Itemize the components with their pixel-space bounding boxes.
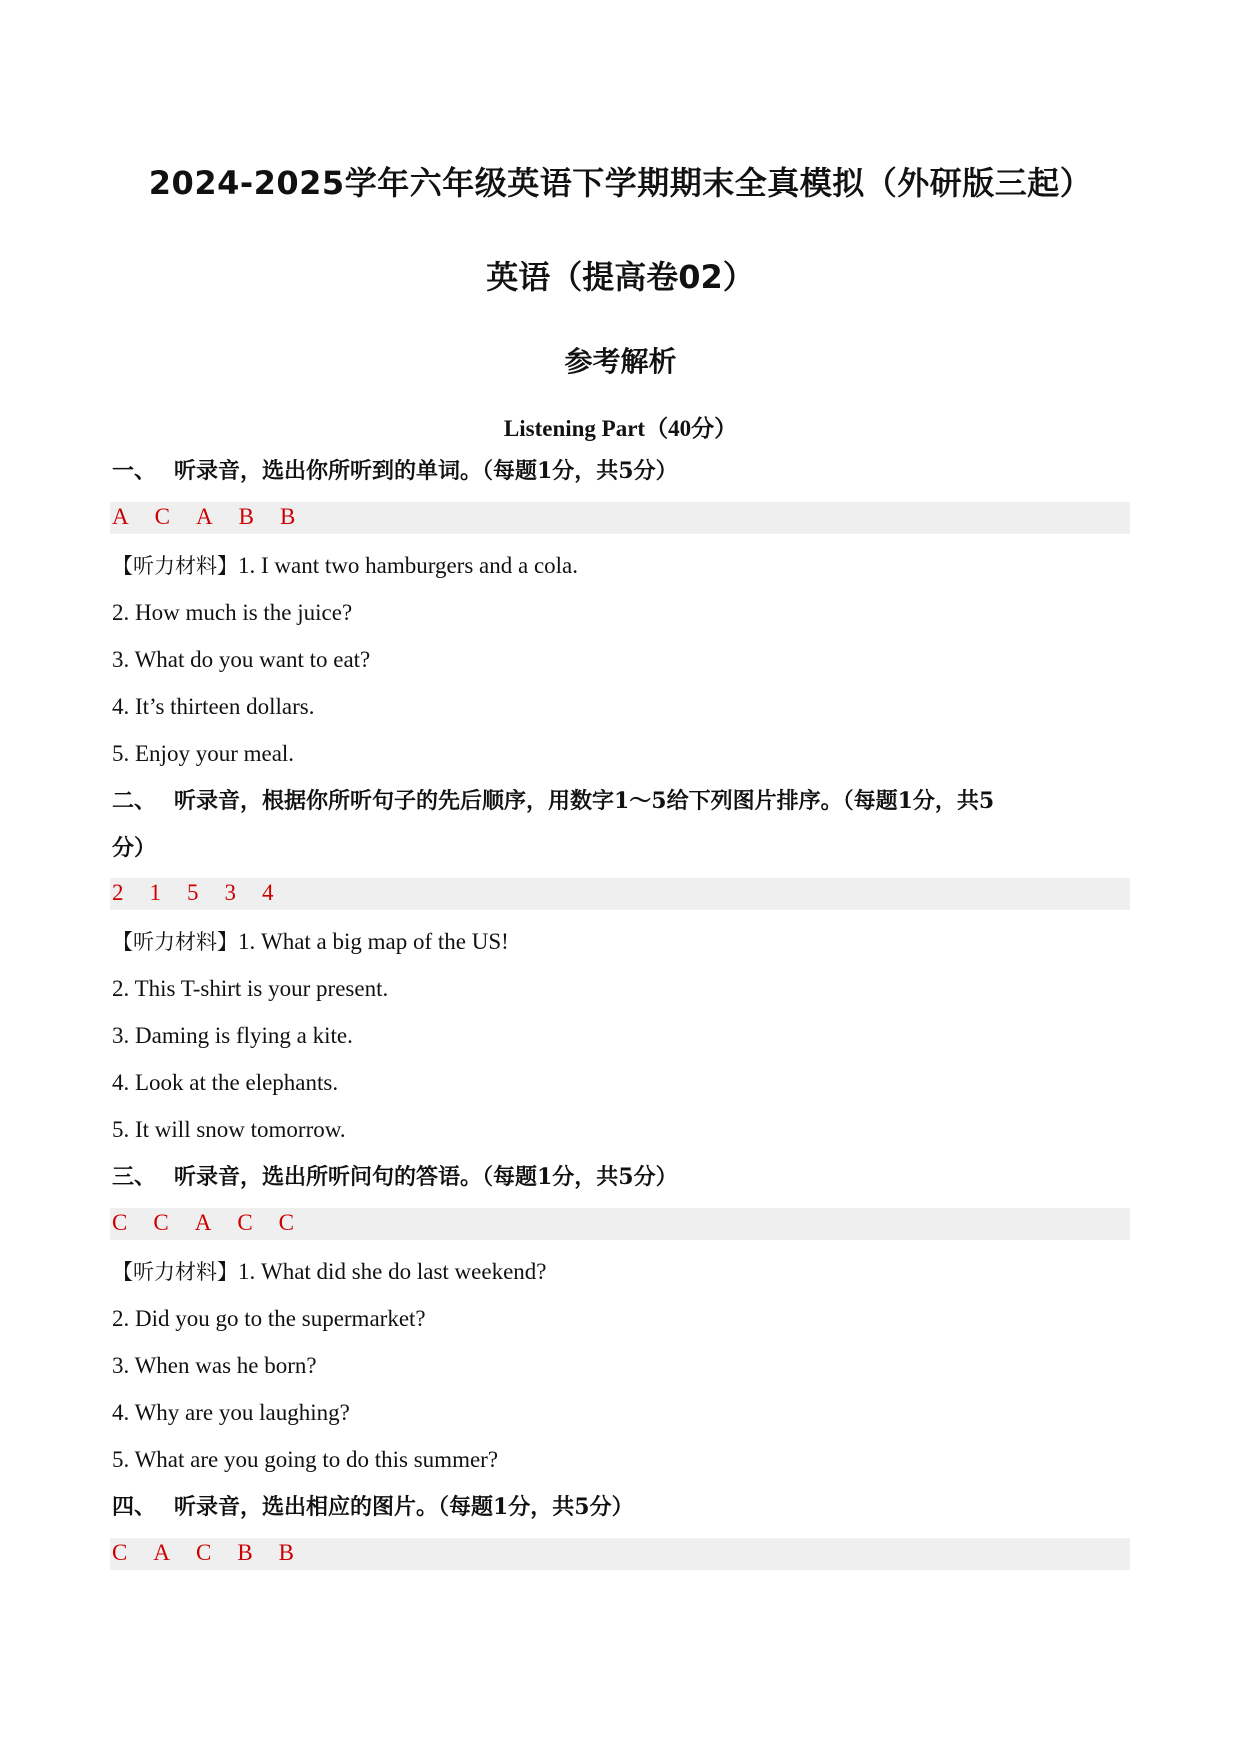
section-title: 听录音，选出相应的图片。（每题1分，共5分） — [174, 1494, 634, 1520]
material-line: 3. When was he born? — [112, 1353, 317, 1378]
doc-title-line1: 2024-2025学年六年级英语下学期期末全真模拟（外研版三起） — [148, 164, 1093, 202]
answer-item: A — [112, 504, 129, 529]
section-title: 听录音，选出你所听到的单词。（每题1分，共5分） — [174, 458, 678, 484]
material-line: 4. Look at the elephants. — [112, 1070, 339, 1095]
answer-item: C — [237, 1210, 253, 1235]
material-line: 3. Daming is flying a kite. — [112, 1023, 353, 1048]
answer-item: 5 — [187, 880, 199, 905]
answer-item: A — [194, 1210, 212, 1235]
material-line: 2. How much is the juice? — [112, 600, 353, 625]
section-number: 一、 — [112, 458, 157, 484]
material-label: 【听力材料】 — [112, 930, 238, 954]
answer-item: B — [278, 1540, 294, 1565]
material-line: 5. It will snow tomorrow. — [112, 1117, 346, 1142]
answer-item: A — [153, 1540, 170, 1565]
material-line: 3. What do you want to eat? — [112, 647, 371, 672]
material-line: 4. It’s thirteen dollars. — [112, 694, 315, 719]
material-line: 2. Did you go to the supermarket? — [112, 1306, 426, 1331]
answer-item: B — [237, 1540, 253, 1565]
section-heading — [112, 1492, 634, 1522]
answer-item: C — [153, 1210, 169, 1235]
answer-item: B — [279, 504, 296, 529]
answer-item: 4 — [262, 880, 274, 905]
answer-list — [112, 504, 321, 530]
section-heading — [112, 786, 994, 816]
answer-item: 1 — [149, 880, 161, 905]
answer-item: C — [278, 1210, 294, 1235]
material-line: 5. Enjoy your meal. — [112, 741, 295, 766]
material-line — [112, 927, 509, 957]
answer-item: B — [238, 504, 254, 529]
answer-list — [112, 880, 300, 906]
material-label: 【听力材料】 — [112, 1260, 238, 1284]
section-number: 二、 — [112, 788, 157, 814]
answer-item: C — [112, 1210, 128, 1235]
answer-item: 3 — [224, 880, 236, 905]
section-heading-continued: 分） — [112, 835, 157, 861]
material-line: 4. Why are you laughing? — [112, 1400, 350, 1425]
doc-title-line3: 参考解析 — [564, 345, 677, 378]
answer-item: A — [195, 504, 213, 529]
material-label: 【听力材料】 — [112, 554, 238, 578]
material-line — [112, 551, 578, 581]
material-line: 5. What are you going to do this summer? — [112, 1447, 499, 1472]
answer-item: C — [195, 1540, 212, 1565]
material-line: 2. This T-shirt is your present. — [112, 976, 389, 1001]
answer-bar — [110, 878, 1130, 910]
answer-list — [112, 1210, 320, 1236]
section-title: 听录音，选出所听问句的答语。（每题1分，共5分） — [174, 1164, 678, 1190]
doc-title-line2: 英语（提高卷02） — [486, 258, 755, 296]
answer-list — [112, 1540, 320, 1566]
material-text: 1. I want two hamburgers and a cola. — [238, 553, 579, 578]
section-number: 四、 — [112, 1494, 157, 1520]
material-text: 1. What did she do last weekend? — [238, 1259, 547, 1284]
part-heading: Listening Part（40分） — [503, 416, 738, 441]
answer-item: C — [112, 1540, 128, 1565]
section-title: 听录音，根据你所听句子的先后顺序，用数字1～5给下列图片排序。（每题1分，共5 — [174, 788, 995, 814]
section-heading — [112, 1162, 678, 1192]
answer-bar — [110, 1538, 1130, 1570]
answer-bar — [110, 1208, 1130, 1240]
section-heading — [112, 456, 678, 486]
section-number: 三、 — [112, 1164, 157, 1190]
material-text: 1. What a big map of the US! — [238, 929, 509, 954]
answer-item: 2 — [112, 880, 124, 905]
material-line — [112, 1257, 547, 1287]
answer-item: C — [154, 504, 170, 529]
answer-bar — [110, 502, 1130, 534]
